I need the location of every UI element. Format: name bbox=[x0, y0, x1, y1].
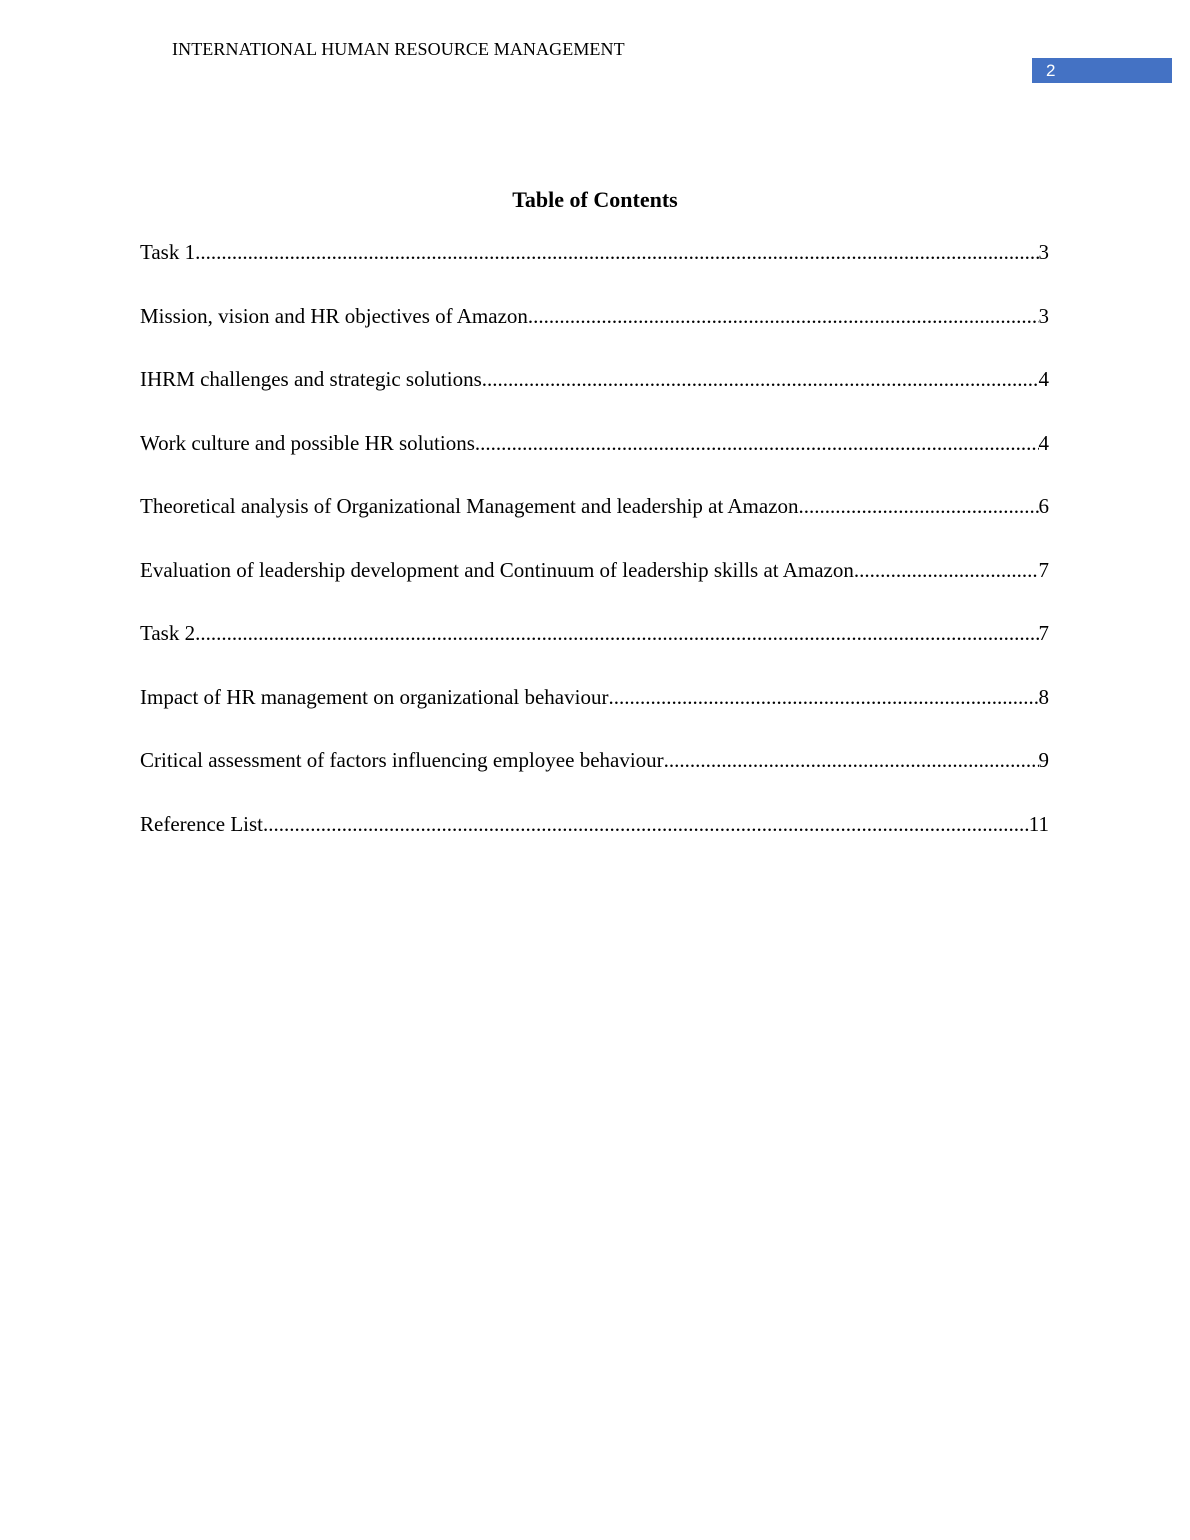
dot-leader bbox=[195, 240, 1038, 265]
toc-entry-page: 4 bbox=[1038, 367, 1049, 391]
toc-entry[interactable] bbox=[140, 494, 1049, 558]
toc-entry[interactable] bbox=[140, 431, 1049, 495]
toc-entry-page: 7 bbox=[1038, 621, 1049, 645]
dot-leader bbox=[195, 621, 1038, 646]
toc-entry[interactable] bbox=[140, 812, 1049, 876]
dot-leader bbox=[799, 494, 1039, 519]
toc-entry-text: IHRM challenges and strategic solutions bbox=[140, 367, 482, 391]
dot-leader bbox=[854, 558, 1039, 583]
toc-entry-page: 4 bbox=[1038, 430, 1049, 455]
dot-leader bbox=[475, 431, 1039, 456]
toc-entry-page: 8 bbox=[1038, 684, 1049, 709]
toc-entry[interactable] bbox=[140, 685, 1049, 749]
toc-entry[interactable] bbox=[140, 367, 1049, 431]
dot-leader bbox=[482, 367, 1039, 392]
toc-entry-page: 3 bbox=[1038, 240, 1049, 264]
toc-entry-text: Mission, vision and HR objectives of Amazon bbox=[140, 303, 528, 328]
toc-entry[interactable] bbox=[140, 558, 1049, 622]
toc-entry-text: Evaluation of leadership development and Continuum of leadership skills at Amazon bbox=[140, 557, 854, 582]
toc-entry-text: Task 1 bbox=[140, 240, 196, 264]
running-header: INTERNATIONAL HUMAN RESOURCE MANAGEMENT bbox=[172, 39, 625, 59]
toc-entry-page: 3 bbox=[1038, 303, 1049, 328]
toc-entry[interactable] bbox=[140, 240, 1049, 304]
dot-leader bbox=[664, 748, 1039, 773]
toc-entry-text: Theoretical analysis of Organizational Management and leadership at Amazon bbox=[140, 494, 799, 518]
toc-entry[interactable] bbox=[140, 304, 1049, 368]
toc-entry[interactable] bbox=[140, 748, 1049, 812]
toc-title: Table of Contents bbox=[512, 187, 678, 212]
toc-entry-page: 9 bbox=[1038, 748, 1049, 772]
dot-leader bbox=[528, 304, 1039, 329]
table-of-contents bbox=[140, 240, 1049, 875]
toc-entry-text: Impact of HR management on organizational behaviour bbox=[140, 684, 609, 709]
page-number-badge: 2 bbox=[1032, 58, 1172, 83]
toc-entry-text: Critical assessment of factors influencing employee behaviour bbox=[140, 748, 664, 772]
toc-entry-text: Task 2 bbox=[140, 621, 196, 645]
toc-entry-page: 6 bbox=[1038, 494, 1049, 518]
toc-entry-page: 7 bbox=[1038, 557, 1049, 582]
dot-leader bbox=[263, 812, 1029, 837]
toc-entry-text: Work culture and possible HR solutions bbox=[140, 430, 475, 455]
toc-entry-page: 11 bbox=[1028, 811, 1049, 836]
toc-entry-text: Reference List bbox=[140, 811, 264, 836]
dot-leader bbox=[608, 685, 1038, 710]
toc-entry[interactable] bbox=[140, 621, 1049, 685]
